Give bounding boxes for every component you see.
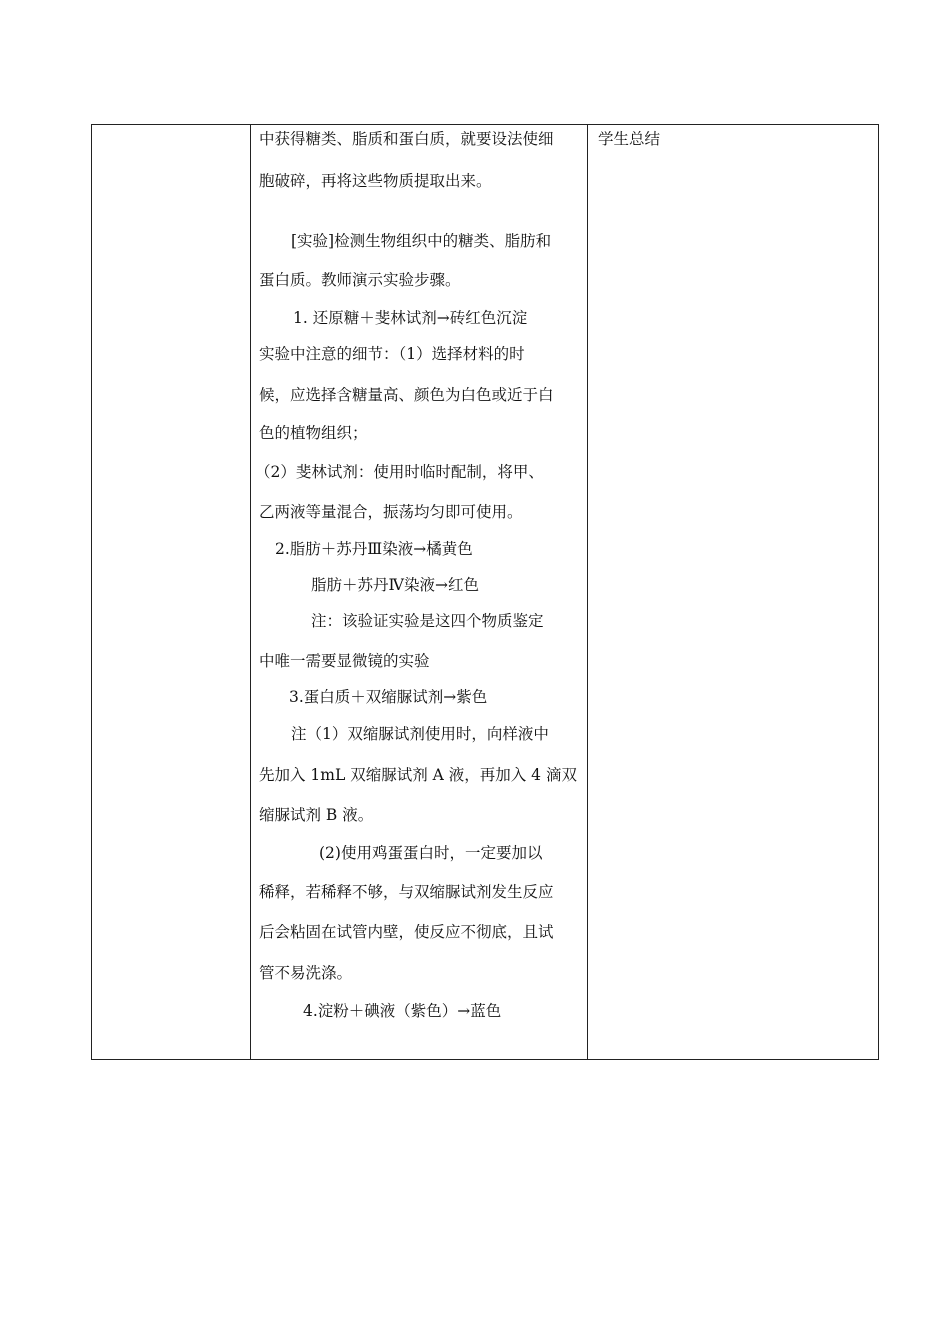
left-cell-content (92, 125, 250, 1059)
content-line: 实验中注意的细节：（1）选择材料的时 (259, 345, 525, 363)
student-summary-label: 学生总结 (598, 130, 661, 148)
content-line: 注：该验证实验是这四个物质鉴定 (311, 612, 544, 630)
content-line: 1. 还原糖＋斐林试剂→砖红色沉淀 (293, 309, 528, 327)
table-row (92, 125, 879, 1060)
content-line: （2）斐林试剂：使用时临时配制，将甲、 (255, 463, 544, 481)
content-line: (2)使用鸡蛋蛋白时，一定要加以 (319, 844, 543, 862)
content-line: 2.脂肪＋苏丹Ⅲ染液→橘黄色 (275, 540, 473, 558)
content-line: 3.蛋白质＋双缩脲试剂→紫色 (289, 688, 488, 706)
content-line: 管不易洗涤。 (259, 964, 353, 982)
content-line: 中获得糖类、脂质和蛋白质，就要设法使细 (259, 130, 554, 148)
lesson-table (91, 124, 879, 1060)
teaching-content (251, 125, 587, 1059)
content-line: 蛋白质。教师演示实验步骤。 (259, 271, 461, 289)
content-line: 候，应选择含糖量高、颜色为白色或近于白 (259, 386, 554, 404)
left-empty-cell (92, 125, 251, 1060)
content-line: 中唯一需要显微镜的实验 (259, 652, 430, 670)
teaching-content-cell (251, 125, 588, 1060)
content-line: [实验]检测生物组织中的糖类、脂肪和 (291, 232, 552, 250)
content-line: 稀释，若稀释不够，与双缩脲试剂发生反应 (259, 883, 554, 901)
content-line: 先加入 1mL 双缩脲试剂 A 液，再加入 4 滴双 (259, 766, 577, 784)
student-summary-cell (588, 125, 879, 1060)
content-line: 胞破碎，再将这些物质提取出来。 (259, 172, 492, 190)
content-line: 脂肪＋苏丹Ⅳ染液→红色 (311, 576, 479, 594)
content-line: 乙两液等量混合，振荡均匀即可使用。 (259, 503, 523, 521)
content-line: 色的植物组织； (259, 424, 368, 442)
student-summary-content (588, 125, 878, 1059)
content-line: 后会粘固在试管内壁，使反应不彻底，且试 (259, 923, 554, 941)
content-line: 缩脲试剂 B 液。 (259, 806, 374, 824)
content-line: 注（1）双缩脲试剂使用时，向样液中 (291, 725, 549, 743)
content-line: 4.淀粉＋碘液（紫色）→蓝色 (303, 1002, 502, 1020)
